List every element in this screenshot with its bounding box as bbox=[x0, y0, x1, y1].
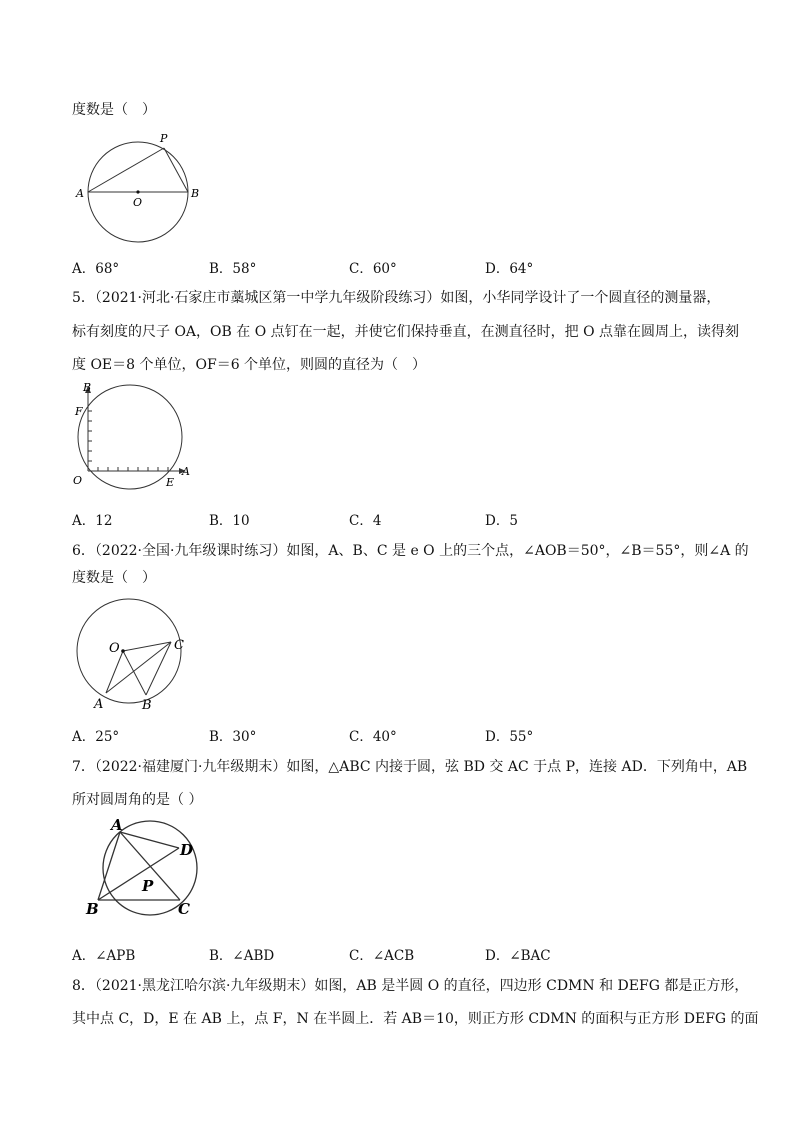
q6-label-b: B bbox=[142, 698, 152, 712]
q7-stem-line1: 7．（2022·福建厦门·九年级期末）如图，△ABC 内接于圆，弦 BD 交 AC 于点 P，连接 AD．下列角中，AB bbox=[72, 759, 748, 775]
q7-stem-line2: 所对圆周角的是（ ） bbox=[72, 792, 203, 808]
q6-center-dot bbox=[121, 649, 125, 653]
q7-label-p: P bbox=[142, 877, 154, 895]
q6-circle-diagram bbox=[70, 598, 200, 712]
q5-label-e: E bbox=[166, 476, 175, 489]
q7-label-d: D bbox=[180, 841, 194, 859]
q6-segment-ob bbox=[123, 651, 146, 695]
q5-circle bbox=[78, 385, 182, 489]
q4-option-d[interactable]: D．64° bbox=[485, 261, 534, 277]
q7-option-b[interactable]: B．∠ABD bbox=[209, 948, 275, 964]
q4-stem-tail: 度数是（ ） bbox=[72, 102, 156, 118]
q4-figure bbox=[72, 125, 212, 259]
q5-ticks-vertical bbox=[88, 411, 92, 461]
q5-options bbox=[72, 509, 722, 529]
q5-ticks-horizontal bbox=[98, 467, 168, 471]
q7-segment-bd bbox=[98, 848, 179, 900]
q6-label-o: O bbox=[109, 641, 120, 656]
q5-stem-line3: 度 OE＝8 个单位，OF＝6 个单位，则圆的直径为（ ） bbox=[72, 357, 427, 373]
q4-chord-pb bbox=[164, 148, 188, 192]
q5-option-d[interactable]: D．5 bbox=[485, 513, 518, 529]
q7-label-a: A bbox=[111, 816, 123, 834]
q5-stem-line2: 标有刻度的尺子 OA，OB 在 O 点钉在一起，并使它们保持垂直，在测直径时，把 O 点靠在圆周上，读得刻 bbox=[72, 324, 740, 340]
q8-stem-line1: 8．（2021·黑龙江哈尔滨·九年级期末）如图，AB 是半圆 O 的直径，四边形 CDMN 和 DEFG 都是正方形， bbox=[72, 978, 749, 994]
q7-segment-ad bbox=[120, 832, 179, 848]
q4-center-dot bbox=[136, 190, 139, 193]
q6-figure bbox=[70, 598, 200, 716]
q4-option-a[interactable]: A．68° bbox=[72, 261, 120, 277]
q5-label-f: F bbox=[75, 405, 83, 418]
q6-circle bbox=[77, 599, 181, 703]
q6-option-d[interactable]: D．55° bbox=[485, 729, 534, 745]
q6-stem-line2: 度数是（ ） bbox=[72, 570, 156, 586]
q4-label-a: A bbox=[76, 187, 84, 200]
q6-option-b[interactable]: B．30° bbox=[209, 729, 257, 745]
q6-label-a: A bbox=[94, 697, 104, 712]
q5-figure bbox=[68, 378, 208, 500]
q5-label-o: O bbox=[73, 474, 83, 487]
q6-option-c[interactable]: C．40° bbox=[349, 729, 397, 745]
q4-label-o: O bbox=[133, 196, 143, 209]
q7-option-d[interactable]: D．∠BAC bbox=[485, 948, 551, 964]
q7-figure bbox=[80, 815, 210, 929]
q5-label-a: A bbox=[182, 465, 190, 478]
q6-option-a[interactable]: A．25° bbox=[72, 729, 120, 745]
q4-options bbox=[72, 257, 722, 277]
q7-circle-diagram bbox=[80, 815, 210, 925]
q4-chord-ap bbox=[88, 148, 164, 192]
q8-stem-line2: 其中点 C，D，E 在 AB 上，点 F，N 在半圆上．若 AB＝10，则正方形 CDMN 的面积与正方形 DEFG 的面 bbox=[72, 1011, 759, 1027]
q4-label-p: P bbox=[160, 132, 168, 145]
q5-option-a[interactable]: A．12 bbox=[72, 513, 113, 529]
q6-options bbox=[72, 725, 722, 745]
q7-label-b: B bbox=[86, 900, 99, 918]
q5-option-c[interactable]: C．4 bbox=[349, 513, 382, 529]
q5-stem-line1: 5．（2021·河北·石家庄市藁城区第一中学九年级阶段练习）如图，小华同学设计了一个圆直径的测量器， bbox=[72, 290, 721, 306]
q7-label-c: C bbox=[178, 900, 190, 918]
q6-stem-line1: 6．（2022·全国·九年级课时练习）如图，A、B、C 是 e O 上的三个点，∠AOB＝50°，∠B＝55°，则∠A 的 bbox=[72, 543, 749, 559]
q7-option-a[interactable]: A．∠APB bbox=[72, 948, 136, 964]
q5-ruler-diagram bbox=[68, 378, 208, 496]
q4-label-b: B bbox=[191, 187, 200, 200]
q5-label-b: B bbox=[83, 381, 92, 394]
q4-option-b[interactable]: B．58° bbox=[209, 261, 257, 277]
q7-option-c[interactable]: C．∠ACB bbox=[349, 948, 415, 964]
q4-option-c[interactable]: C．60° bbox=[349, 261, 397, 277]
q6-segment-bc bbox=[146, 642, 171, 695]
q6-segment-oc bbox=[123, 642, 171, 651]
q6-label-c: C bbox=[174, 638, 184, 653]
q4-circle-diagram bbox=[72, 125, 212, 255]
q7-options bbox=[72, 944, 722, 964]
q5-option-b[interactable]: B．10 bbox=[209, 513, 250, 529]
